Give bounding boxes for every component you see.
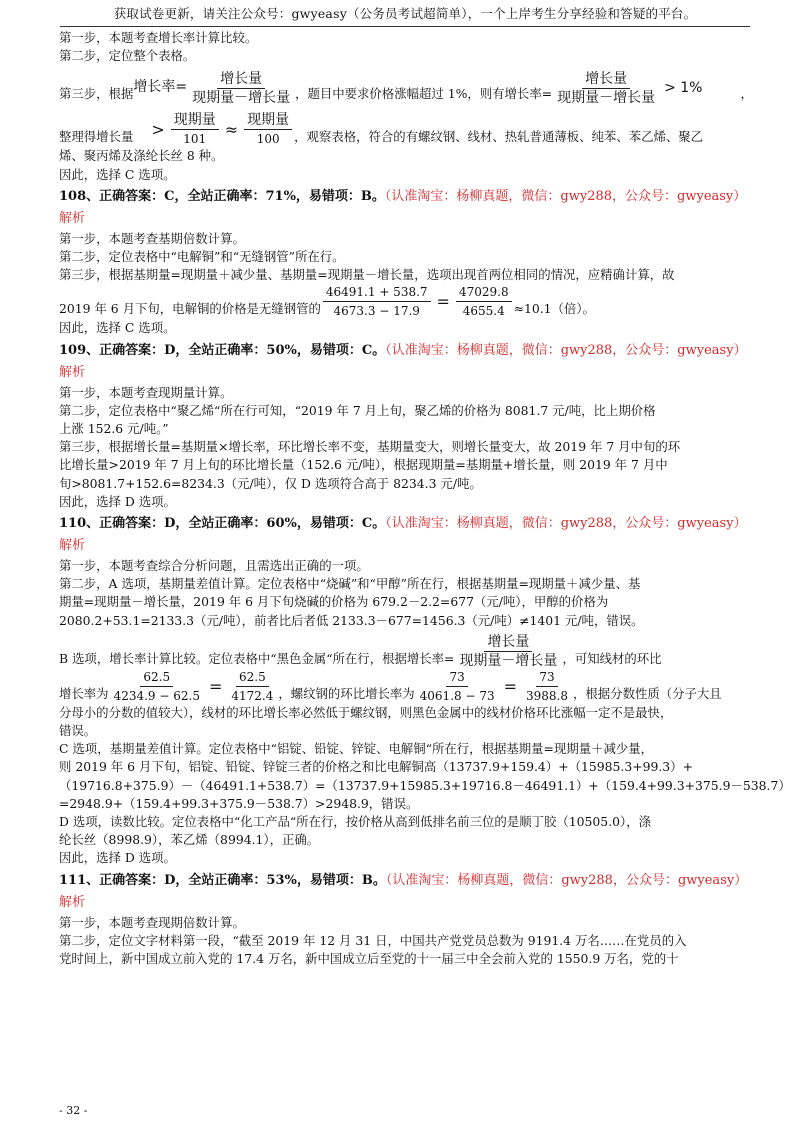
growth-rate-fraction	[554, 71, 658, 106]
text-line: 旬>8081.7+152.6=8234.3（元/吨），仅 D 选项符合高于 8234.3 元/吨。	[59, 475, 482, 491]
formula-line	[59, 284, 749, 319]
text-segment: 整理得增长量	[59, 129, 134, 145]
analysis-heading: 解析	[59, 210, 86, 226]
fraction	[171, 112, 219, 147]
question-answer-110: 110、正确答案：D，全站正确率：60%，易错项：C。（认准淘宝：杨柳真题，微信：gwy288，公众号：gwyeasy）	[59, 516, 747, 532]
text-segment: 第三步，根据	[59, 86, 134, 102]
text-line: 第三步，根据增长量=基期量×增长率，环比增长率不变，基期量变大，则增长量变大，故 2019 年 7 月中旬的环	[59, 439, 681, 455]
denominator: 4655.4	[462, 304, 505, 319]
denominator: 4061.8 − 73	[419, 688, 495, 703]
numerator: 现期量	[244, 112, 292, 130]
numerator: 现期量	[171, 112, 219, 130]
text-segment: ，可知线材的环比	[562, 650, 662, 666]
fraction	[417, 669, 498, 704]
text-line: 第一步，本题考查现期量计算。	[59, 384, 233, 400]
text-segment: B 选项，增长率计算比较。定位表格中“黑色金属“所在行，根据增长率=	[59, 650, 455, 666]
formula-line	[59, 71, 753, 107]
text-line: =2948.9+（159.4+99.3+375.9－538.7）>2948.9，错误。	[59, 795, 419, 811]
text-line: 则 2019 年 6 月下旬，铝锭、铅锭、锌锭三者的价格之和比电解铜高（13737.9+159.4）+（15985.3+99.3）+	[59, 759, 693, 775]
text-line: （19716.8+375.9）－（46491.1+538.7）=（13737.9+15985.3+19716.8－46491.1）+（159.4+99.3+375.9－538.7）	[59, 777, 791, 793]
text-segment: ，	[740, 86, 753, 102]
text-line: 第二步，A 选项，基期量差值计算。定位表格中“烧碱”和“甲醇”所在行，根据基期量=现期量＋减少量、基	[59, 576, 641, 592]
text-line: 第二步，定位表格中“聚乙烯“所在行可知，“2019 年 7 月上旬，聚乙烯的价格为 8081.7 元/吨，比上期价格	[59, 402, 656, 418]
fraction	[244, 112, 292, 147]
inequality: > 1%	[664, 80, 703, 97]
fraction	[228, 669, 276, 704]
analysis-heading: 解析	[59, 364, 86, 380]
text-line: 第二步，定位整个表格。	[59, 48, 196, 64]
denominator: 现期量－增长量	[192, 90, 291, 107]
analysis-heading: 解析	[59, 538, 86, 554]
text-line: 纶长丝（8998.9），苯乙烯（8994.1），正确。	[59, 832, 320, 848]
symbol: >	[151, 120, 165, 140]
question-answer-109: 109、正确答案：D，全站正确率：50%，易错项：C。（认准淘宝：杨柳真题，微信：gwy288，公众号：gwyeasy）	[59, 342, 747, 358]
numerator: 62.5	[140, 669, 173, 687]
ad-notice: （认准淘宝：杨柳真题，微信：gwy288，公众号：gwyeasy）	[385, 872, 748, 888]
formula-line	[59, 634, 749, 669]
text-line: 期量=现期量－增长量，2019 年 6 月下旬烧碱的价格为 679.2－2.2=677（元/吨），甲醇的价格为	[59, 594, 609, 610]
denominator: 现期量－增长量	[459, 652, 558, 669]
fraction	[456, 284, 512, 319]
denominator: 101	[183, 132, 207, 147]
page-header: 获取试卷更新，请关注公众号：gwyeasy（公务员考试超简单），一个上岸考生分享经验和答疑的平台。	[60, 4, 750, 27]
text-segment: ，题目中要求价格涨幅超过 1%，则有增长率=	[295, 86, 553, 102]
numerator: 增长量	[217, 71, 265, 89]
numerator: 47029.8	[456, 284, 512, 302]
text-line: C 选项，基期量差值计算。定位表格中“铝锭、铅锭、锌锭、电解铜“所在行，根据基期量=现期量＋减少量，	[59, 741, 654, 757]
text-line: D 选项，读数比较。定位表格中“化工产品“所在行，按价格从高到低排名前三位的是顺丁胶（10505.0），涤	[59, 814, 651, 830]
text-line: 第一步，本题考查现期倍数计算。	[59, 914, 245, 930]
formula-line	[59, 669, 749, 704]
text-line: 因此，选择 D 选项。	[59, 493, 176, 509]
text-line: 第二步，定位表格中“电解铜”和“无缝钢管”所在行。	[59, 249, 345, 265]
text-line: 上涨 152.6 元/吨。”	[59, 421, 169, 437]
symbol: =	[436, 292, 450, 312]
numerator: 62.5	[236, 669, 269, 687]
question-answer-111: 111、正确答案：D，全站正确率：53%，易错项：B。（认准淘宝：杨柳真题，微信：gwy288，公众号：gwyeasy）	[59, 872, 748, 888]
text-line: 第三步，根据基期量=现期量＋减少量、基期量=现期量－增长量，选项出现首两位相同的情况，应精确计算，故	[59, 267, 675, 283]
denominator: 现期量－增长量	[557, 90, 656, 107]
text-segment: 2019 年 6 月下旬，电解铜的价格是无缝钢管的	[59, 301, 321, 317]
denominator: 3988.8	[526, 688, 569, 703]
text-line: 第一步，本题考查基期倍数计算。	[59, 230, 245, 246]
ad-notice: （认准淘宝：杨柳真题，微信：gwy288，公众号：gwyeasy）	[385, 342, 747, 358]
fraction	[323, 284, 431, 319]
fraction	[523, 669, 571, 704]
numerator: 73	[536, 669, 557, 687]
text-segment: ，螺纹钢的环比增长率为	[278, 685, 415, 701]
symbol: =	[503, 676, 518, 696]
denominator: 4172.4	[231, 688, 274, 703]
formula-label: 增长率=	[133, 79, 188, 96]
denominator: 100	[256, 132, 280, 147]
numerator: 46491.1 + 538.7	[323, 284, 431, 302]
numerator: 增长量	[582, 71, 630, 89]
fraction	[111, 669, 203, 704]
denominator: 4234.9 − 62.5	[113, 688, 200, 703]
denominator: 4673.3 − 17.9	[333, 304, 420, 319]
text-line: 第二步，定位文字材料第一段，“截至 2019 年 12 月 31 日，中国共产党党员总数为 9191.4 万名……在党员的入	[59, 932, 687, 948]
growth-rate-fraction	[189, 71, 293, 106]
text-line: 第一步，本题考查综合分析问题，且需选出正确的一项。	[59, 558, 369, 574]
text-line: 烯、聚丙烯及涤纶长丝 8 种。	[59, 148, 224, 164]
question-answer-108: 108、正确答案：C，全站正确率：71%，易错项：B。（认准淘宝：杨柳真题，微信：gwy288，公众号：gwyeasy）	[59, 188, 747, 204]
growth-rate-fraction	[456, 634, 560, 669]
symbol: ≈	[224, 120, 239, 140]
text-line: 2080.2+53.1=2133.3（元/吨），前者比后者低 2133.3－677=1456.3（元/吨）≠1401 元/吨，错误。	[59, 612, 644, 628]
text-line: 因此，选择 C 选项。	[59, 320, 176, 336]
text-segment: ，观察表格，符合的有螺纹钢、线材、热轧普通薄板、纯苯、苯乙烯、聚乙	[294, 129, 704, 145]
ad-notice: （认准淘宝：杨柳真题，微信：gwy288，公众号：gwyeasy）	[385, 516, 747, 532]
text-segment: ≈10.1（倍）。	[513, 301, 595, 317]
text-line: 比增长量>2019 年 7 月上旬的环比增长量（152.6 元/吨），根据现期量=基期量+增长量，则 2019 年 7 月中	[59, 457, 668, 473]
page-number: - 32 -	[59, 1104, 88, 1117]
analysis-heading: 解析	[59, 894, 86, 910]
ad-notice: （认准淘宝：杨柳真题，微信：gwy288，公众号：gwyeasy）	[384, 188, 747, 204]
text-segment: ，根据分数性质（分子大且	[573, 685, 722, 701]
numerator: 增长量	[484, 634, 532, 652]
document-body	[59, 29, 791, 968]
text-segment: 增长率为	[59, 685, 109, 701]
text-line: 党时间上，新中国成立前入党的 17.4 万名，新中国成立后至党的十一届三中全会前入党的 1550.9 万名，党的十	[59, 951, 679, 967]
text-line: 错误。	[59, 723, 97, 739]
text-line: 因此，选择 C 选项。	[59, 166, 176, 182]
text-line: 因此，选择 D 选项。	[59, 850, 176, 866]
numerator: 73	[446, 669, 467, 687]
text-line: 分母小的分数的值较大），线材的环比增长率必然低于螺纹钢，则黑色金属中的线材价格环比涨幅一定不是最快，	[59, 704, 673, 720]
symbol: =	[208, 676, 223, 696]
formula-line	[59, 112, 749, 147]
text-line: 第一步，本题考查增长率计算比较。	[59, 30, 258, 45]
